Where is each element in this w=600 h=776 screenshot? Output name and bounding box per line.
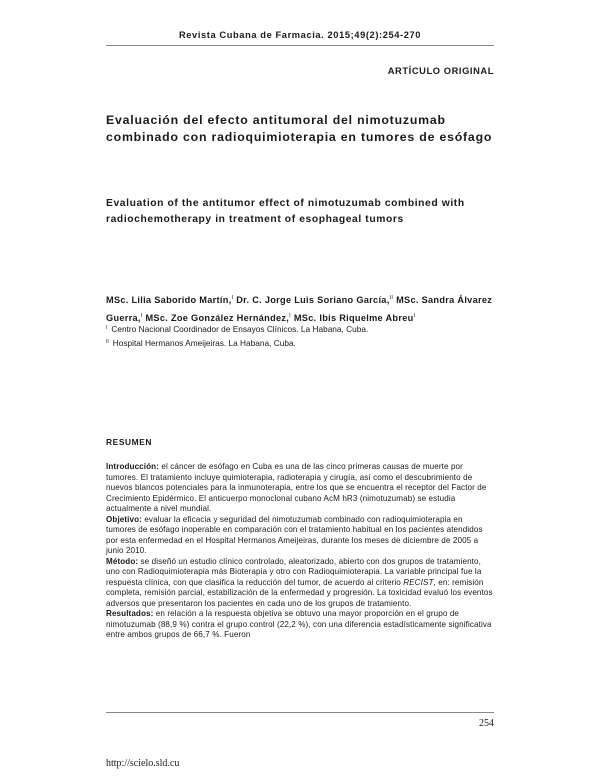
affiliation (106, 336, 494, 350)
author-name: MSc. Zoe González Hernández, (145, 313, 290, 323)
author-affil-mark: I (140, 313, 143, 319)
abstract-results (106, 609, 494, 641)
affiliation-mark: II (106, 339, 109, 345)
section-label: Objetivo: (106, 514, 142, 524)
affiliation-text: Hospital Hermanos Ameijeiras. La Habana, Cuba. (112, 338, 296, 348)
affiliation-text: Centro Nacional Coordinador de Ensayos Clínicos. La Habana, Cuba. (111, 324, 369, 334)
section-text: evaluar la eficacia y seguridad del nimotuzumab combinado con radioquimioterapia en tumores de esófago inoperable en comparación con el tratamiento habitual en los pacientes atendidos por esta enfermedad en el Hospital Hermanos Ameijeiras, durante los meses de diciembre de 2005 a junio 2010. (106, 514, 483, 555)
author-affil-mark: II (389, 295, 394, 301)
author-name: MSc. Sandra Álvarez Guerra, (106, 295, 493, 323)
section-text: el cáncer de esófago en Cuba es una de las cinco primeras causas de muerte por tumores. El tratamiento incluye quimioterapia, radioterapia y cirugía, así como el descubrimiento de nuevos blancos potenciales para la inmunoterapia, entre los que se encuentra el receptor del Factor de Crecimiento Epidérmico. El anticuerpo monoclonal cubano AcM hR3 (nimotuzumab) se estudia actualmente a nivel mundial. (106, 462, 487, 513)
section-label: Resultados: (106, 609, 154, 618)
footer-rule (106, 712, 494, 713)
author-affil-mark: I (289, 313, 291, 319)
footer-url[interactable]: http://scielo.sld.cu (106, 758, 180, 769)
header-rule (106, 45, 494, 46)
author-list (106, 290, 498, 326)
author-affil-mark: I (231, 295, 234, 301)
section-text: en relación a la respuesta objetiva se obtuvo una mayor proporción en el grupo de nimotuzumab (88,9 %) contra el grupo control (22,2 %), con una diferencia estadísticamente significativa entre ambos grupos de 66,7 %. Fueron (106, 609, 492, 639)
section-label: Método: (106, 556, 139, 566)
section-text: , en: remisión completa, remisión parcial, estabilización de la enfermedad y progresión. La toxicidad evaluó los eventos adversos que presentaron los pacientes en cada uno de los grupos de tratamiento. (106, 577, 493, 608)
section-text: se diseñó un estudio clínico controlado, aleatorizado, abierto con dos grupos de tratamiento, uno con Radioquimioterapia más Bioterapia y otro con Radioquimioterapia. La variable principal fue la respuesta clínica, con que clasifica la reducción del tumor, de acuerdo al criterio (106, 556, 482, 587)
recist-term: RECIST (403, 577, 434, 587)
abstract-introduction (106, 462, 494, 515)
title-spanish: Evaluación del efecto antitumoral del nimotuzumab combinado con radioquimioterapia en tumores de esófago (106, 113, 493, 144)
abstract-heading: RESUMEN (106, 437, 153, 447)
section-label: Introducción: (106, 462, 160, 471)
article-type: ARTÍCULO ORIGINAL (387, 66, 494, 76)
abstract-method (106, 557, 494, 610)
title-english: Evaluation of the antitumor effect of nimotuzumab combined with radiochemotherapy in treatment of esophageal tumors (106, 198, 465, 225)
abstract-body (106, 462, 494, 641)
author-name: Dr. C. Jorge Luis Soriano García, (236, 295, 390, 305)
page-number: 254 (479, 718, 494, 729)
author-name: MSc. Ibis Riquelme Abreu (293, 313, 414, 323)
affiliation (106, 322, 494, 336)
abstract-objective (106, 515, 494, 557)
author-name: MSc. Lilia Saborido Martín, (106, 295, 232, 305)
journal-reference: Revista Cubana de Farmacia. 2015;49(2):254-270 (178, 30, 422, 40)
author-affil-mark: I (413, 313, 416, 319)
affiliation-mark: I (106, 325, 108, 331)
